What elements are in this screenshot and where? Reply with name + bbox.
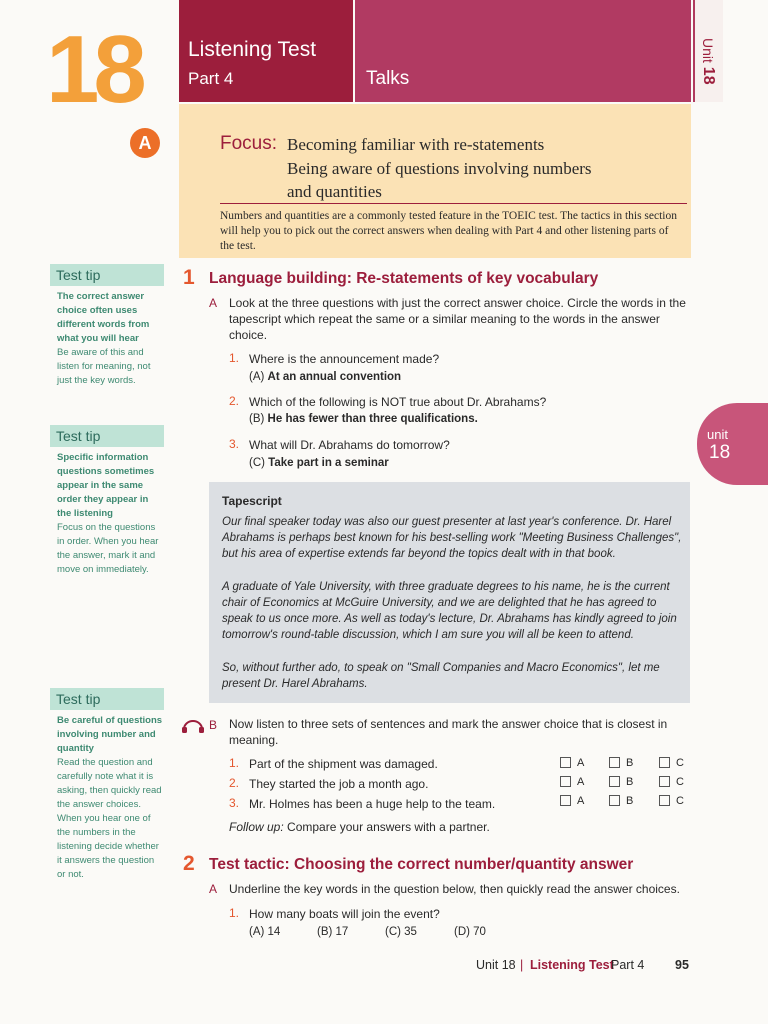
answer-text: Take part in a seminar [268,457,389,469]
answer-text: At an annual convention [267,371,402,383]
section-2-part-a-text: Underline the key words in the question below, then quickly read the answer choices. [229,882,680,896]
tapescript-paragraph-3: So, without further ado, to speak on "Small Companies and Macro Economics", let me present Dr. Harel Abrahams. [222,662,660,690]
test-tip-title: Test tip [50,688,164,710]
test-tip-1 [50,264,164,388]
choice-checkbox[interactable] [659,776,684,788]
side-unit-label [699,38,717,85]
choice-checkbox[interactable] [560,757,584,769]
tapescript-paragraph-1: Our final speaker today was also our guest presenter at last year's conference. Dr. Harel Abrahams is perhaps best known for his best-selling work "Meeting Business Challenges", but his area of expertise extends far beyond the topics dealt with in that book. [222,516,682,560]
answer-choice [249,457,389,469]
choice-label: C [676,776,684,788]
question-number: 2. [229,394,240,408]
footer-section: Listening Test [530,958,614,972]
unit-tab-label: unit [707,427,728,442]
choice-checkbox[interactable] [659,757,684,769]
section-1-part-a-letter: A [209,296,218,310]
focus-line-3: and quantities [287,182,382,201]
answer-choice [249,371,401,383]
choice-label: B [626,776,634,788]
answer-option-letter: (B) [249,413,265,425]
question-text: Where is the announcement made? [249,352,440,366]
answer-choice [249,413,478,425]
test-tip-bold: The correct answer choice often uses different words from what you will hear [57,291,150,344]
headphones-icon [181,719,205,733]
header-title-block [179,0,353,102]
unit-tab-number: 18 [709,442,731,463]
follow-up-text: Compare your answers with a partner. [287,820,490,834]
section-1-part-b-text: Now listen to three sets of sentences and mark the answer choice that is closest in meaning. [229,717,668,747]
focus-line-1: Becoming familiar with re-statements [287,135,545,154]
sentence-number: 2. [229,776,240,790]
answer-option-letter: (C) [249,457,265,469]
sentence-number: 3. [229,796,240,810]
test-tip-title: Test tip [50,264,164,286]
question-text: Which of the following is NOT true about Dr. Abrahams? [249,395,547,409]
sentence-text: They started the job a month ago. [249,777,429,791]
header-part: Part 4 [188,69,234,88]
footer-unit: Unit 18 [476,958,516,972]
header-title: Listening Test [188,38,317,61]
choice-label: A [577,795,585,807]
test-tip-title: Test tip [50,425,164,447]
question-number: 3. [229,437,240,451]
sentence-text: Mr. Holmes has been a huge help to the team. [249,797,496,811]
answer-option: (D) 70 [454,926,486,938]
choice-checkbox[interactable] [560,795,584,807]
choice-label: A [577,757,585,769]
test-tip-2 [50,425,164,577]
section-2-number: 2 [183,852,195,875]
test-tip-text: Focus on the questions in order. When you hear the answer, mark it and move on immediately. [57,522,159,575]
unit-tab [697,403,768,485]
footer-separator: | [520,958,524,972]
answer-option: (B) 17 [317,926,349,938]
answer-option: (A) 14 [249,926,281,938]
side-unit-word: Unit [700,38,716,63]
header-section-block [355,0,691,102]
question-number: 1. [229,906,240,920]
choice-label: B [626,757,634,769]
sentence-text: Part of the shipment was damaged. [249,757,438,771]
focus-intro: Numbers and quantities are a commonly tested feature in the TOEIC test. The tactics in this section will help you to pick out the correct answers when dealing with Part 4 and other listening parts of the test. [220,210,678,252]
choice-label: C [676,795,684,807]
test-tip-text: Be aware of this and listen for meaning, not just the key words. [57,347,151,386]
header-section-name: Talks [366,68,410,89]
choice-checkbox[interactable] [659,795,684,807]
test-tip-3 [50,688,164,882]
footer-part: Part 4 [611,958,645,972]
question-text: What will Dr. Abrahams do tomorrow? [249,438,450,452]
section-badge: A [130,128,160,158]
focus-divider [220,203,687,204]
section-2-part-a-letter: A [209,882,218,896]
tapescript-paragraph-2: A graduate of Yale University, with three graduate degrees to his name, he is the current chair of Economics at McGuire University, and we are delighted that he has agreed to speak to us once more. As well as today's lecture, Dr. Abrahams has kindly agreed to join tomorrow's round-table discussion, which I am sure you will all be keen to attend. [222,581,677,641]
test-tip-bold: Be careful of questions involving number and quantity [57,715,163,754]
page-number: 95 [675,958,689,972]
question-number: 1. [229,351,240,365]
test-tip-text: Read the question and carefully note what it is asking, then quickly read the answer choices. When you hear one of the numbers in the listening decide whether it answers the question or not. [57,757,162,880]
follow-up [229,819,490,835]
answer-option: (C) 35 [385,926,417,938]
question-text: How many boats will join the event? [249,907,440,921]
side-unit-strip [693,0,723,102]
tapescript-title: Tapescript [222,494,282,508]
choice-checkbox[interactable] [609,757,633,769]
choice-checkbox[interactable] [609,795,633,807]
answer-option-letter: (A) [249,371,265,383]
test-tip-bold: Specific information questions sometimes appear in the same order they appear in the listening [57,452,155,519]
tapescript-box [209,482,690,703]
choice-checkbox[interactable] [560,776,584,788]
section-1-part-a-text: Look at the three questions with just the correct answer choice. Circle the words in the tapescript which repeat the same or a similar meaning to the words in the answer choice. [229,296,686,342]
follow-up-label: Follow up: [229,820,284,834]
section-1-part-b-letter: B [209,718,218,732]
section-1-title: Language building: Re-statements of key vocabulary [209,270,599,287]
sentence-number: 1. [229,756,240,770]
section-2-title: Test tactic: Choosing the correct number/quantity answer [209,856,634,873]
choice-label: C [676,757,684,769]
choice-label: A [577,776,585,788]
focus-label: Focus: [220,133,278,154]
focus-line-2: Being aware of questions involving numbers [287,159,592,178]
focus-box [179,104,691,258]
unit-number: 18 [46,16,141,123]
choice-checkbox[interactable] [609,776,633,788]
side-unit-number: 18 [700,66,717,85]
answer-text: He has fewer than three qualifications. [267,413,478,425]
choice-label: B [626,795,634,807]
section-1-number: 1 [183,266,195,289]
